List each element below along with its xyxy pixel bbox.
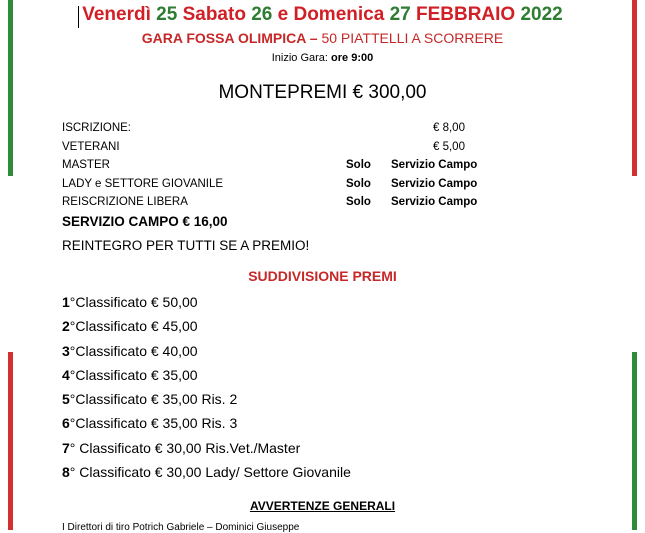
prize-item bbox=[62, 341, 351, 365]
title-part: 25 bbox=[156, 4, 183, 25]
start-time bbox=[0, 52, 645, 64]
prize-text: °Classificato € 35,00 bbox=[69, 366, 198, 383]
title-part: 27 bbox=[389, 4, 416, 25]
flag-border-right bbox=[632, 0, 637, 530]
prize-rank: 2 bbox=[62, 318, 70, 335]
title-part: 26 bbox=[251, 4, 278, 25]
title-part: e Domenica bbox=[277, 4, 390, 25]
prize-rank: 8 bbox=[62, 464, 70, 481]
fee-row bbox=[62, 159, 502, 178]
fee-row bbox=[62, 196, 502, 215]
fee-label: LADY e SETTORE GIOVANILE bbox=[62, 177, 224, 190]
fee-row bbox=[62, 141, 502, 160]
prize-list bbox=[62, 292, 351, 486]
prize-rank: 1 bbox=[62, 294, 70, 310]
reintegro-note: REINTEGRO PER TUTTI SE A PREMIO! bbox=[62, 238, 310, 253]
title-part: Sabato bbox=[182, 4, 252, 25]
flag-stripe-white bbox=[632, 176, 637, 352]
directors-line: I Direttori di tiro Potrich Gabriele – Dominici Giuseppe bbox=[62, 522, 300, 533]
title-part: 2022 bbox=[520, 4, 563, 25]
prizes-heading: SUDDIVISIONE PREMI bbox=[248, 268, 397, 284]
prize-item bbox=[62, 462, 351, 486]
prize-item bbox=[62, 413, 351, 437]
prize-text: °Classificato € 45,00 bbox=[69, 318, 198, 335]
prize-rank: 5 bbox=[62, 391, 70, 408]
fee-solo: Solo bbox=[346, 159, 371, 171]
prize-item bbox=[62, 389, 351, 413]
subtitle-rest: 50 PIATTELLI A SCORRERE bbox=[321, 30, 504, 46]
event-dates-title bbox=[0, 4, 645, 26]
fee-amount: € 5,00 bbox=[433, 140, 465, 153]
fee-amount: € 8,00 bbox=[433, 122, 465, 134]
prize-text: °Classificato € 50,00 bbox=[69, 294, 198, 310]
fee-label: MASTER bbox=[62, 159, 110, 171]
prize-rank: 6 bbox=[62, 415, 70, 432]
fee-solo: Solo bbox=[346, 196, 371, 208]
flag-stripe-white bbox=[8, 176, 13, 352]
prize-text: ° Classificato € 30,00 Lady/ Settore Giovanile bbox=[69, 464, 351, 481]
prize-item bbox=[62, 438, 351, 462]
fee-label: VETERANI bbox=[62, 140, 120, 153]
fee-label: REISCRIZIONE LIBERA bbox=[62, 196, 188, 208]
prize-item bbox=[62, 316, 351, 340]
start-label: Inizio Gara: bbox=[271, 52, 332, 64]
title-part: Venerdì bbox=[82, 4, 157, 25]
fee-solo: Solo bbox=[346, 177, 371, 190]
prize-rank: 3 bbox=[62, 342, 70, 359]
fee-row bbox=[62, 122, 502, 141]
prize-text: °Classificato € 35,00 Ris. 3 bbox=[69, 415, 238, 432]
prize-pool: MONTEPREMI € 300,00 bbox=[218, 82, 427, 103]
prize-rank: 4 bbox=[62, 366, 70, 383]
fee-service: Servizio Campo bbox=[391, 196, 478, 208]
prize-item bbox=[62, 365, 351, 389]
subtitle-bold: GARA FOSSA OLIMPICA – bbox=[141, 30, 322, 46]
warnings-heading: AVVERTENZE GENERALI bbox=[249, 499, 396, 513]
start-value: ore 9:00 bbox=[331, 52, 374, 64]
prize-item bbox=[62, 292, 351, 316]
fees-table bbox=[62, 122, 502, 215]
prize-rank: 7 bbox=[62, 439, 70, 456]
service-fee: SERVIZIO CAMPO € 16,00 bbox=[62, 214, 228, 229]
fee-label: ISCRIZIONE: bbox=[62, 122, 132, 134]
competition-subtitle bbox=[0, 30, 645, 46]
flag-border-left bbox=[8, 0, 13, 530]
fee-row bbox=[62, 178, 502, 197]
fee-service: Servizio Campo bbox=[391, 159, 478, 171]
fee-service: Servizio Campo bbox=[391, 177, 478, 190]
prize-text: ° Classificato € 30,00 Ris.Vet./Master bbox=[69, 439, 301, 456]
title-part: FEBBRAIO bbox=[415, 4, 521, 25]
prize-text: °Classificato € 40,00 bbox=[69, 342, 198, 359]
prize-text: °Classificato € 35,00 Ris. 2 bbox=[69, 391, 238, 408]
